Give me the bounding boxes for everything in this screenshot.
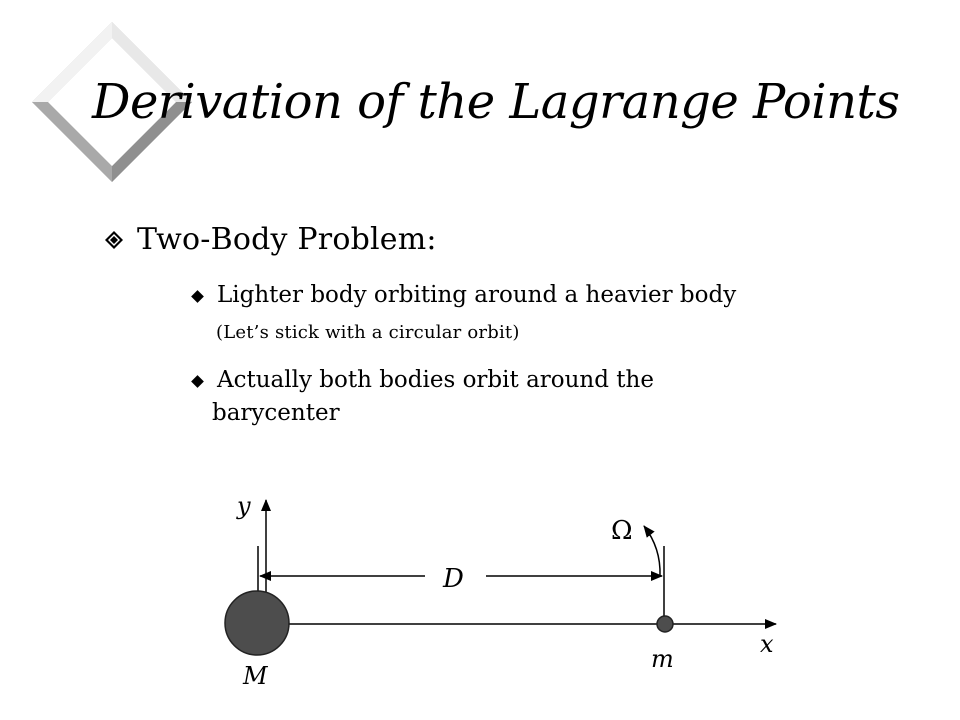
- large-mass-label: M: [243, 662, 268, 690]
- large-mass: [225, 591, 289, 655]
- omega-label: Ω: [611, 516, 633, 546]
- rotation-arrow: [644, 526, 660, 576]
- sub-bullet-1-text: Lighter body orbiting around a heavier body: [217, 282, 737, 308]
- circular-orbit-note: (Let’s stick with a circular orbit): [216, 322, 520, 343]
- main-bullet-text: Two-Body Problem:: [137, 222, 437, 257]
- slide-title: Derivation of the Lagrange Points: [92, 74, 900, 130]
- small-mass-label: m: [651, 645, 674, 673]
- distance-label: D: [443, 564, 464, 594]
- x-axis-label: x: [760, 630, 774, 658]
- y-axis-label: y: [237, 492, 251, 520]
- small-mass: [657, 616, 673, 632]
- sub-bullet-2-continuation: barycenter: [212, 400, 340, 426]
- sub-bullet-2-text: Actually both bodies orbit around the: [217, 367, 654, 393]
